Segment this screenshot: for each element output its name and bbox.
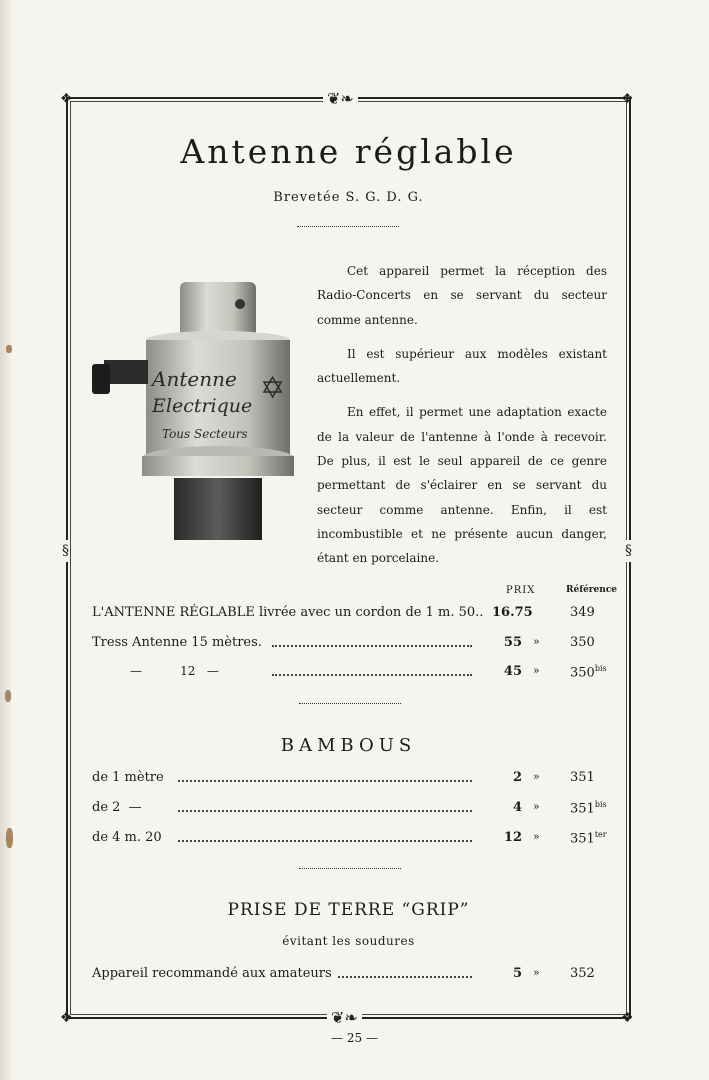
- price-row: [92, 635, 612, 657]
- separator: [299, 868, 401, 869]
- row-ditto: »: [533, 770, 540, 783]
- price-row: [92, 966, 612, 988]
- row-reference: 351: [570, 770, 595, 785]
- row-price: 12: [503, 830, 522, 845]
- side-flourish-icon: §: [62, 540, 69, 562]
- device-label-line2: Electrique: [152, 395, 253, 417]
- price-row: [92, 770, 612, 792]
- price-row: [92, 830, 612, 852]
- separator: [297, 226, 399, 227]
- corner-ornament-icon: ❖: [60, 1010, 73, 1026]
- paper-stain: [6, 828, 13, 848]
- page-number: — 25 —: [331, 1031, 378, 1045]
- row-ditto: »: [533, 664, 540, 677]
- row-ditto: »: [533, 800, 540, 813]
- dot-leader: [178, 780, 472, 782]
- row-price: 2: [512, 770, 522, 785]
- row-reference: 350: [570, 635, 595, 650]
- row-price: 16.75: [492, 605, 533, 620]
- row-price: 45: [503, 664, 522, 679]
- row-label: — 12 —: [130, 664, 219, 678]
- page-title: Antenne réglable: [180, 132, 517, 171]
- row-price: 5: [512, 966, 522, 981]
- dot-leader: [272, 674, 472, 676]
- row-ditto: »: [533, 966, 540, 979]
- separator: [299, 703, 401, 704]
- bottom-flourish-icon: ❦❧: [327, 1010, 362, 1026]
- side-flourish-icon: §: [625, 540, 632, 562]
- price-row: [92, 605, 612, 627]
- paper-stain: [6, 345, 12, 353]
- row-reference: $350^{bis}$: [570, 664, 607, 681]
- price-row: [92, 800, 612, 822]
- reference-column-header: Référence: [566, 585, 618, 595]
- dot-leader: [272, 645, 472, 647]
- product-description: [317, 259, 607, 581]
- bambous-heading: BAMBOUS: [280, 735, 417, 756]
- row-price: 4: [512, 800, 522, 815]
- row-price: 55: [503, 635, 522, 650]
- row-ditto: »: [533, 635, 540, 648]
- description-paragraph: En effet, il permet une adaptation exacte de la valeur de l'antenne à l'onde à recevoir. De plus, il est le seul appareil de ce genre permettant de s'éclairer en se servant du secteur comme antenne. Enfin, il est incombustible et ne présente aucun danger, étant en porcelaine.: [317, 405, 607, 566]
- row-reference: $351^{ter}$: [570, 830, 607, 847]
- prise-heading: PRISE DE TERRE “GRIP”: [227, 900, 470, 920]
- star-icon: ✡: [260, 371, 286, 406]
- description-paragraph: Cet appareil permet la réception des Radio-Concerts en se servant du secteur comme antenne.: [317, 264, 607, 327]
- row-label: L'ANTENNE RÉGLABLE livrée avec un cordon de 1 m. 50..: [92, 605, 484, 620]
- antenna-device-image: [90, 280, 300, 545]
- row-ditto: »: [533, 830, 540, 843]
- corner-ornament-icon: ❖: [621, 1010, 634, 1026]
- row-reference: 349: [570, 605, 595, 620]
- row-label: Tress Antenne 15 mètres.: [92, 635, 262, 650]
- dot-leader: [338, 976, 472, 978]
- description-paragraph: Il est supérieur aux modèles existant actuellement.: [317, 346, 607, 386]
- row-reference: 352: [570, 966, 595, 981]
- row-reference: $351^{bis}$: [570, 800, 607, 817]
- device-label-line1: Antenne: [152, 367, 237, 391]
- corner-ornament-icon: ❖: [621, 91, 634, 107]
- price-column-header: PRIX: [506, 585, 536, 596]
- device-label-line3: Tous Secteurs: [162, 427, 248, 441]
- paper-stain: [5, 690, 11, 702]
- dot-leader: [178, 840, 472, 842]
- page-subtitle: Brevetée S. G. D. G.: [273, 190, 424, 205]
- corner-ornament-icon: ❖: [60, 91, 73, 107]
- price-row: [92, 664, 612, 686]
- dot-leader: [178, 810, 472, 812]
- top-flourish-icon: ❦❧: [323, 91, 358, 107]
- row-label: de 2 —: [92, 800, 142, 815]
- row-label: de 1 mètre: [92, 770, 164, 785]
- page-binding-edge: [0, 0, 12, 1080]
- row-label: de 4 m. 20: [92, 830, 162, 845]
- row-label: Appareil recommandé aux amateurs: [92, 966, 332, 981]
- prise-note: évitant les soudures: [282, 934, 415, 948]
